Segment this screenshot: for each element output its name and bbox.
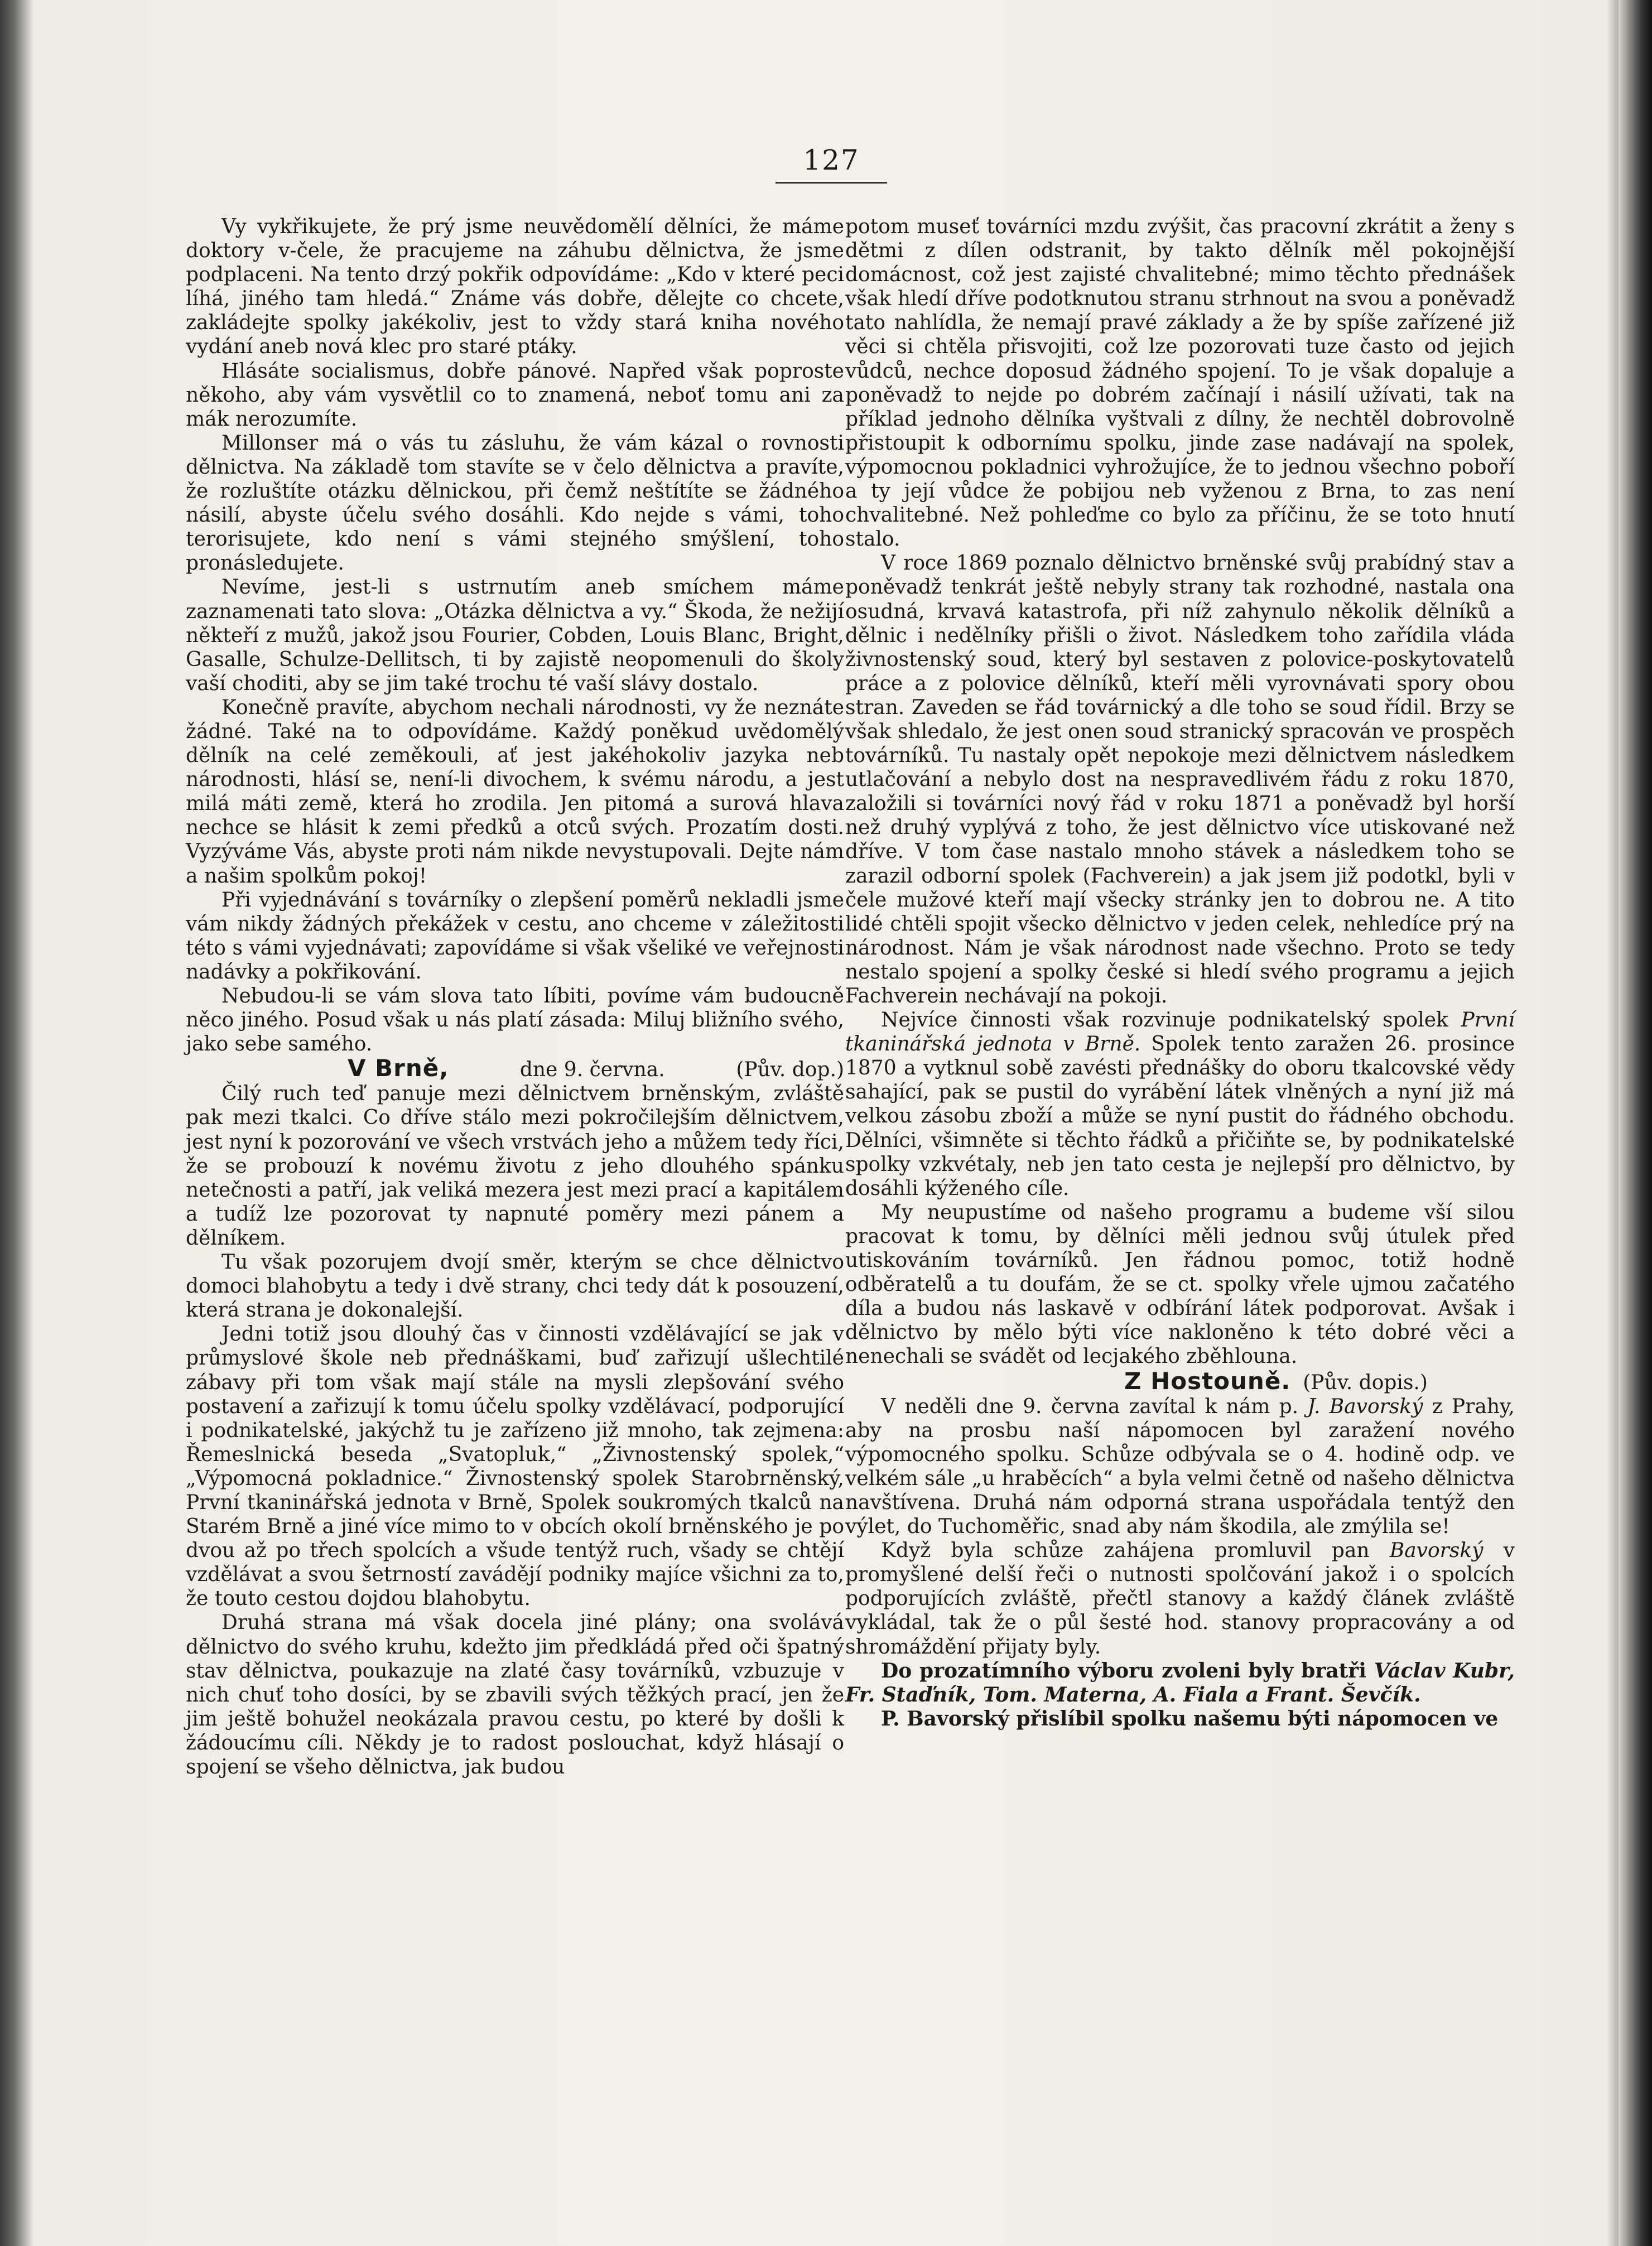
paragraph-text: v promyšlené delší řeči o nutnosti spolčování jakož i o spolcích podporujících zvláště, přečtl stanovy a každý článek zvláště vykládal, tak že o půl šesté hod. stanovy propracovány a od shromáždění přijaty byly. [845,1539,1515,1659]
paragraph: Nebudou-li se vám slova tato líbiti, povíme vám budoucně něco jiného. Posud však u nás platí zásada: Miluj bližního svého, jako sebe samého. [186,985,844,1056]
paragraph: My neupustíme od našeho programu a budeme vší silou pracovat k tomu, by dělníci měli jednou svůj útulek před utiskováním továrníků. Jen řádnou pomoc, totiž hodně odběratelů a tu doufám, že se ct. spolky vřele ujmou začatého díla a budou nás laskavě v odbírání látek podporovat. Avšak i dělnictvo by mělo býti více nakloněno k této dobré věci a nenechali se svádět od lecjakého zběhlouna. [845,1201,1515,1368]
paragraph-text: Když byla schůze zahájena promluvil pan [881,1539,1370,1563]
heading-date: dne 9. června. [519,1058,665,1082]
paragraph [845,1395,1515,1539]
paragraph: Hlásáte socialismus, dobře pánové. Napřed však poproste někoho, aby vám vysvětlil co to znamená, neboť tomu ani za mák nerozumíte. [186,359,844,431]
paragraph-text: Do prozatímního výboru zvoleni byly bratři [881,1659,1366,1683]
paragraph: Millonser má o vás tu zásluhu, že vám kázal o rovnosti dělnictva. Na základě tom stavíte se v čelo dělnictva a pravíte, že rozluštíte otázku dělnickou, při čemž neštítíte se žádného násilí, abyste účelu svého dosáhli. Kdo nejde s vámi, toho terorisujete, kdo není s vámi stejného smýšlení, toho pronásledujete. [186,431,844,575]
right-column [845,215,1515,1731]
paragraph [845,1539,1515,1659]
paragraph: potom museť továrníci mzdu zvýšit, čas pracovní zkrátit a ženy s dětmi z dílen odstranit, by takto dělník měl pokojnější domácnost, což jest zajisté chvalitebné; mimo těchto přednášek však hledí dříve podotknutou stranu strhnout na svou a poněvadž tato nahlídla, že nemají pravé základy a že by spíše zařízené již věci si chtěla přisvojiti, což lze pozorovati tuze často od jejich vůdců, nechce doposud žádného spojení. To je však dopaluje a poněvadž to nejde po dobrém začínají i násilí užívati, tak na příklad jednoho dělníka vyštvali z dílny, že nechtěl dobrovolně přistoupit k odbornímu spolku, jinde zase nadávají na spolek, výpomocnou pokladnici vyhrožujíce, že to jednou všechno poboří a ty její vůdce že pobijou neb vyženou z Brna, to zas není chvalitebné. Než pohleďme co bylo za příčinu, že se toto hnutí stalo. [845,215,1515,551]
article-heading-brno [186,1056,844,1082]
heading-source: (Pův. dop.) [736,1058,844,1082]
paragraph: Vy vykřikujete, že prý jsme neuvědomělí dělníci, že máme doktory v-čele, že pracujeme na záhubu dělnictva, že jsme podplaceni. Na tento drzý pokřik odpovídáme: „Kdo v které peci líhá, jiného tam hledá.“ Známe vás dobře, dělejte co chcete, zakládejte spolky jakékoliv, jest to vždy stará kniha nového vydání aneb nová klec pro staré ptáky. [186,215,844,359]
left-column [186,215,844,1779]
paragraph: Čilý ruch teď panuje mezi dělnictvem brněnským, zvláště pak mezi tkalci. Co dříve stálo mezi pokročilejším dělnictvem, jest nyní k pozorování ve všech vrstvách jeho a můžem tedy říci, že se probouzí k novému životu z jeho dlouhého spánku netečnosti a patří, jak veliká mezera jest mezi prací a kapitálem a tudíž lze pozorovat ty napnuté poměry mezi pánem a dělníkem. [186,1082,844,1250]
paragraph: Druhá strana má však docela jiné plány; ona svolává dělnictvo do svého kruhu, kdežto jim předkládá před oči špatný stav dělnictva, poukazuje na zlaté časy továrníků, vzbuzuje v nich chuť toho dosíci, by se zbavili svých těžkých prací, jen že jim ještě bohužel neokázala pravou cestu, po které by došli k žádoucímu cíli. Někdy je to radost poslouchat, když hlásají o spojení se všeho dělnictva, jak budou [186,1611,844,1779]
paragraph-text: Nejvíce činnosti však rozvinuje podnikatelský spolek [881,1009,1448,1032]
heading-source: (Pův. dopis.) [1303,1371,1428,1394]
paragraph: Jedni totiž jsou dlouhý čas v činnosti vzdělávající se jak v průmyslové škole neb přednáškami, buď zařizují ušlechtilé zábavy při tom však mají stále na mysli zlepšování svého postavení a zařizují k tomu účelu spolky vzdělávací, podporující i podnikatelské, jakýchž tu je zařízeno již mnoho, tak zejmena: Řemeslnická beseda „Svatopluk,“ „Živnostenský spolek,“ „Výpomocná pokladnice.“ Živnostenský spolek Starobrněnský, První tkaninářská jednota v Brně, Spolek soukromých tkalců na Starém Brně a jiné více mimo to v obcích okolí brněnského je po dvou až po třech spolcích a všude tentýž ruch, všady se chtějí vzdělávat a svou šetrností zavádějí podniky majíce všichni za to, že touto cestou dojdou blahobytu. [186,1323,844,1611]
paragraph-text: Spolek tento zaražen 26. prosince 1870 a vytknul sobě zavésti přednášky do oboru tkalcovské vědy sahající, pak se pustil do vyrábění látek vlněných a nyní již má velkou zásobu zboží a může se nyní pustit do řádného obchodu. Dělníci, všimněte si těchto řádků a přičiňte se, by podnikatelské spolky vzkvétaly, neb jen tato cesta je nejlepší pro dělnictvo, by dosáhli kýženého cíle. [845,1033,1515,1200]
paragraph [845,1659,1515,1707]
heading-place: Z Hostouně. [1124,1367,1291,1395]
society-name: První tkaninářská jednota v Brně. [845,1009,1515,1056]
paragraph: P. Bavorský přislíbil spolku našemu býti nápomocen ve [881,1707,1499,1731]
heading-place: V Brně, [348,1054,449,1082]
page-number-rule [776,182,887,184]
paragraph-text: z Prahy, aby na prosbu naší nápomocen byl zaražení nového výpomocného spolku. Schůze odbývala se o 4. hodině odp. ve velkém sále „u hraběcích“ a byla velmi četně od našeho dělnictva navštívena. Druhá nám odporná strana uspořádala tentýž den výlet, do Tuchoměřic, snad aby nám škodila, ale zmýlila se! [845,1395,1515,1539]
paragraph [845,1008,1515,1201]
paragraph: Tu však pozorujem dvojí směr, kterým se chce dělnictvo domoci blahobytu a tedy i dvě strany, chci tedy dát k posouzení, která strana je dokonalejší. [186,1251,844,1322]
page-edge-shadow [1619,0,1652,2246]
paragraph: Při vyjednávání s továrníky o zlepšení poměrů nekladli jsme vám nikdy žádných překážek v cestu, ano chceme v záležitosti této s vámi vyjednávati; zapovídáme si však všeliké ve veřejnosti nadávky a pokřikování. [186,888,844,984]
article-heading-hostoun [845,1369,1515,1395]
paragraph: Konečně pravíte, abychom nechali národnosti, vy že neznáte žádné. Také na to odpovídáme. Každý poněkud uvědomělý dělník na celé zeměkouli, ať jest jakéhokoliv jazyka neb národnosti, hlásí se, není-li divochem, k svému národu, a jest milá máti země, která ho zrodila. Jen pitomá a surová hlava nechce se hlásit k zemi předků a otců svých. Prozatím dosti. Vyzýváme Vás, abyste proti nám nikde nevystupovali. Dejte nám a našim spolkům pokoj! [186,696,844,888]
paragraph: V roce 1869 poznalo dělnictvo brněnské svůj prabídný stav a poněvadž tenkrát ještě nebyly strany tak rozhodné, nastala ona osudná, krvavá katastrofa, při níž zahynulo několik dělníků a dělnic i nedělníky přišli o život. Následkem toho zařídila vláda živnostenský soud, který byl sestaven z polovice-poskytovatelů práce a z polovice dělníků, kteří měli vyrovnávati spory obou stran. Zaveden se řád továrnický a dle toho se soud řídil. Brzy se však shledalo, že jest onen soud stranický spracován ve prospěch továrníků. Tu nastaly opět nepokoje mezi dělnictvem následkem utlačování a nebylo dost na nespravedlivém řádu z roku 1870, založili si továrníci nový řád v roku 1871 a poněvadž byl horší než druhý vyplývá z toho, že jest dělnictvo více utiskované než dříve. V tom čase nastalo mnoho stávek a následkem toho se zarazil odborní spolek (Fachverein) a jak jsem již podotkl, byli v čele mužové kteří mají všecky stránky jen to dobrou ne. A tito lidé chtěli spojit všecko dělnictvo v jeden celek, nehledíce prý na národnost. Nám je však národnost nade všechno. Proto se tedy nestalo spojení a spolky české si hledí svého programu a jejich Fachverein nechávají na pokoji. [845,552,1515,1008]
person-name: J. Bavorský [1307,1395,1423,1418]
paragraph-text: V neděli dne 9. června zavítal k nám p. [881,1395,1299,1418]
paragraph: Nevíme, jest-li s ustrnutím aneb smíchem máme zaznamenati tato slova: „Otázka dělnictva a vy.“ Škoda, že nežijí někteří z mužů, jakož jsou Fourier, Cobden, Louis Blanc, Bright, Gasalle, Schulze-Dellitsch, ti by zajistě neopomenuli do školy vaší choditi, aby se jim také trochu té vaší slávy dostalo. [186,576,844,695]
committee-names: Václav Kubr, Fr. Staďník, Tom. Materna, A. Fiala a Frant. Ševčík. [845,1659,1515,1707]
page-number: 127 [803,144,860,176]
person-name: Bavorský [1389,1539,1484,1563]
